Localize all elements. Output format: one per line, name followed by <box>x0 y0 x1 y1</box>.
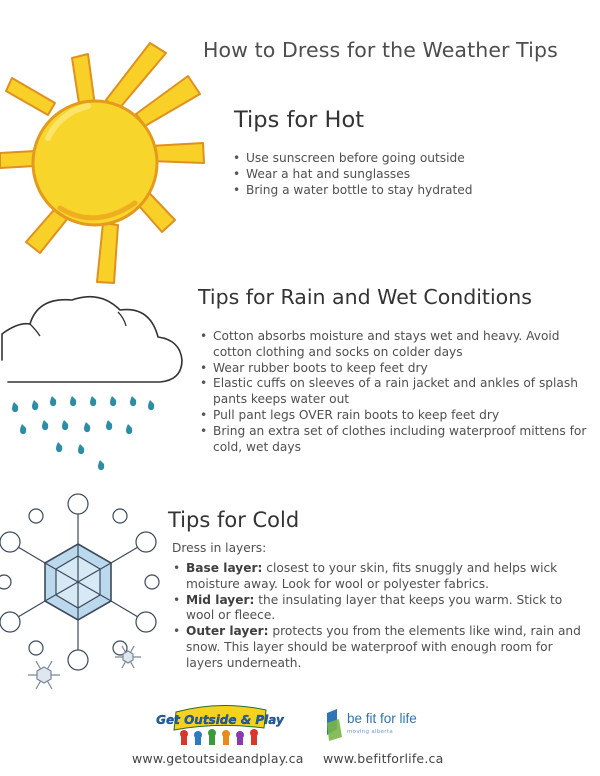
hot-heading: Tips for Hot <box>234 107 365 133</box>
layer-text: the insulating layer that keeps you warm. Stick to wool or fleece. <box>186 592 563 623</box>
layer-text: closest to your skin, fits snuggly and helps wick moisture away. Look for wool or polyester fabrics. <box>186 561 558 591</box>
befit-tagline: moving alberta <box>347 729 393 735</box>
rain-heading: Tips for Rain and Wet Conditions <box>198 285 532 309</box>
layer-label: Base layer: <box>186 561 263 575</box>
list-item <box>172 593 588 625</box>
layer-label: Mid layer: <box>186 592 255 607</box>
rain-cloud-illustration <box>0 292 200 477</box>
layer-label: Outer layer: <box>186 624 269 639</box>
list-item <box>172 624 588 671</box>
page-title: How to Dress for the Weather Tips <box>203 38 558 62</box>
list-item: • Use sunscreen before going outside <box>232 151 572 167</box>
list-item: • Wear rubber boots to keep feet dry <box>199 361 591 377</box>
befit-url-link[interactable]: www.befitforlife.ca <box>323 751 444 766</box>
goplay-url-link[interactable]: www.getoutsideandplay.ca <box>132 751 304 766</box>
svg-text:Get Outside & Play: Get Outside & Play <box>156 713 284 727</box>
list-item: • Pull pant legs OVER rain boots to keep feet dry <box>199 408 591 424</box>
snowflake-illustration <box>0 490 165 710</box>
layer-text: protects you from the elements like wind, rain and snow. This layer should be waterproof with enough room for layers underneath. <box>186 624 581 670</box>
befit-name: be fit for life <box>347 711 417 726</box>
cold-intro: Dress in layers: <box>172 541 267 555</box>
list-item: • Wear a hat and sunglasses <box>232 167 572 183</box>
list-item: • Elastic cuffs on sleeves of a rain jacket and ankles of splash pants keeps water out <box>199 376 591 408</box>
list-item: • Bring an extra set of clothes including waterproof mittens for cold, wet days <box>199 424 591 456</box>
be-fit-for-life-logo <box>325 707 455 747</box>
get-outside-and-play-logo <box>156 702 284 746</box>
rain-tips-list <box>199 329 591 455</box>
list-item: • Bring a water bottle to stay hydrated <box>232 183 572 199</box>
sun-illustration <box>0 18 215 283</box>
befit-mark-icon <box>325 709 344 741</box>
list-item: • Cotton absorbs moisture and stays wet and heavy. Avoid cotton clothing and socks on colder days <box>199 329 591 361</box>
cold-heading: Tips for Cold <box>168 508 300 532</box>
cold-tips-list <box>172 561 588 672</box>
list-item <box>172 561 588 593</box>
hot-tips-list <box>232 151 572 198</box>
